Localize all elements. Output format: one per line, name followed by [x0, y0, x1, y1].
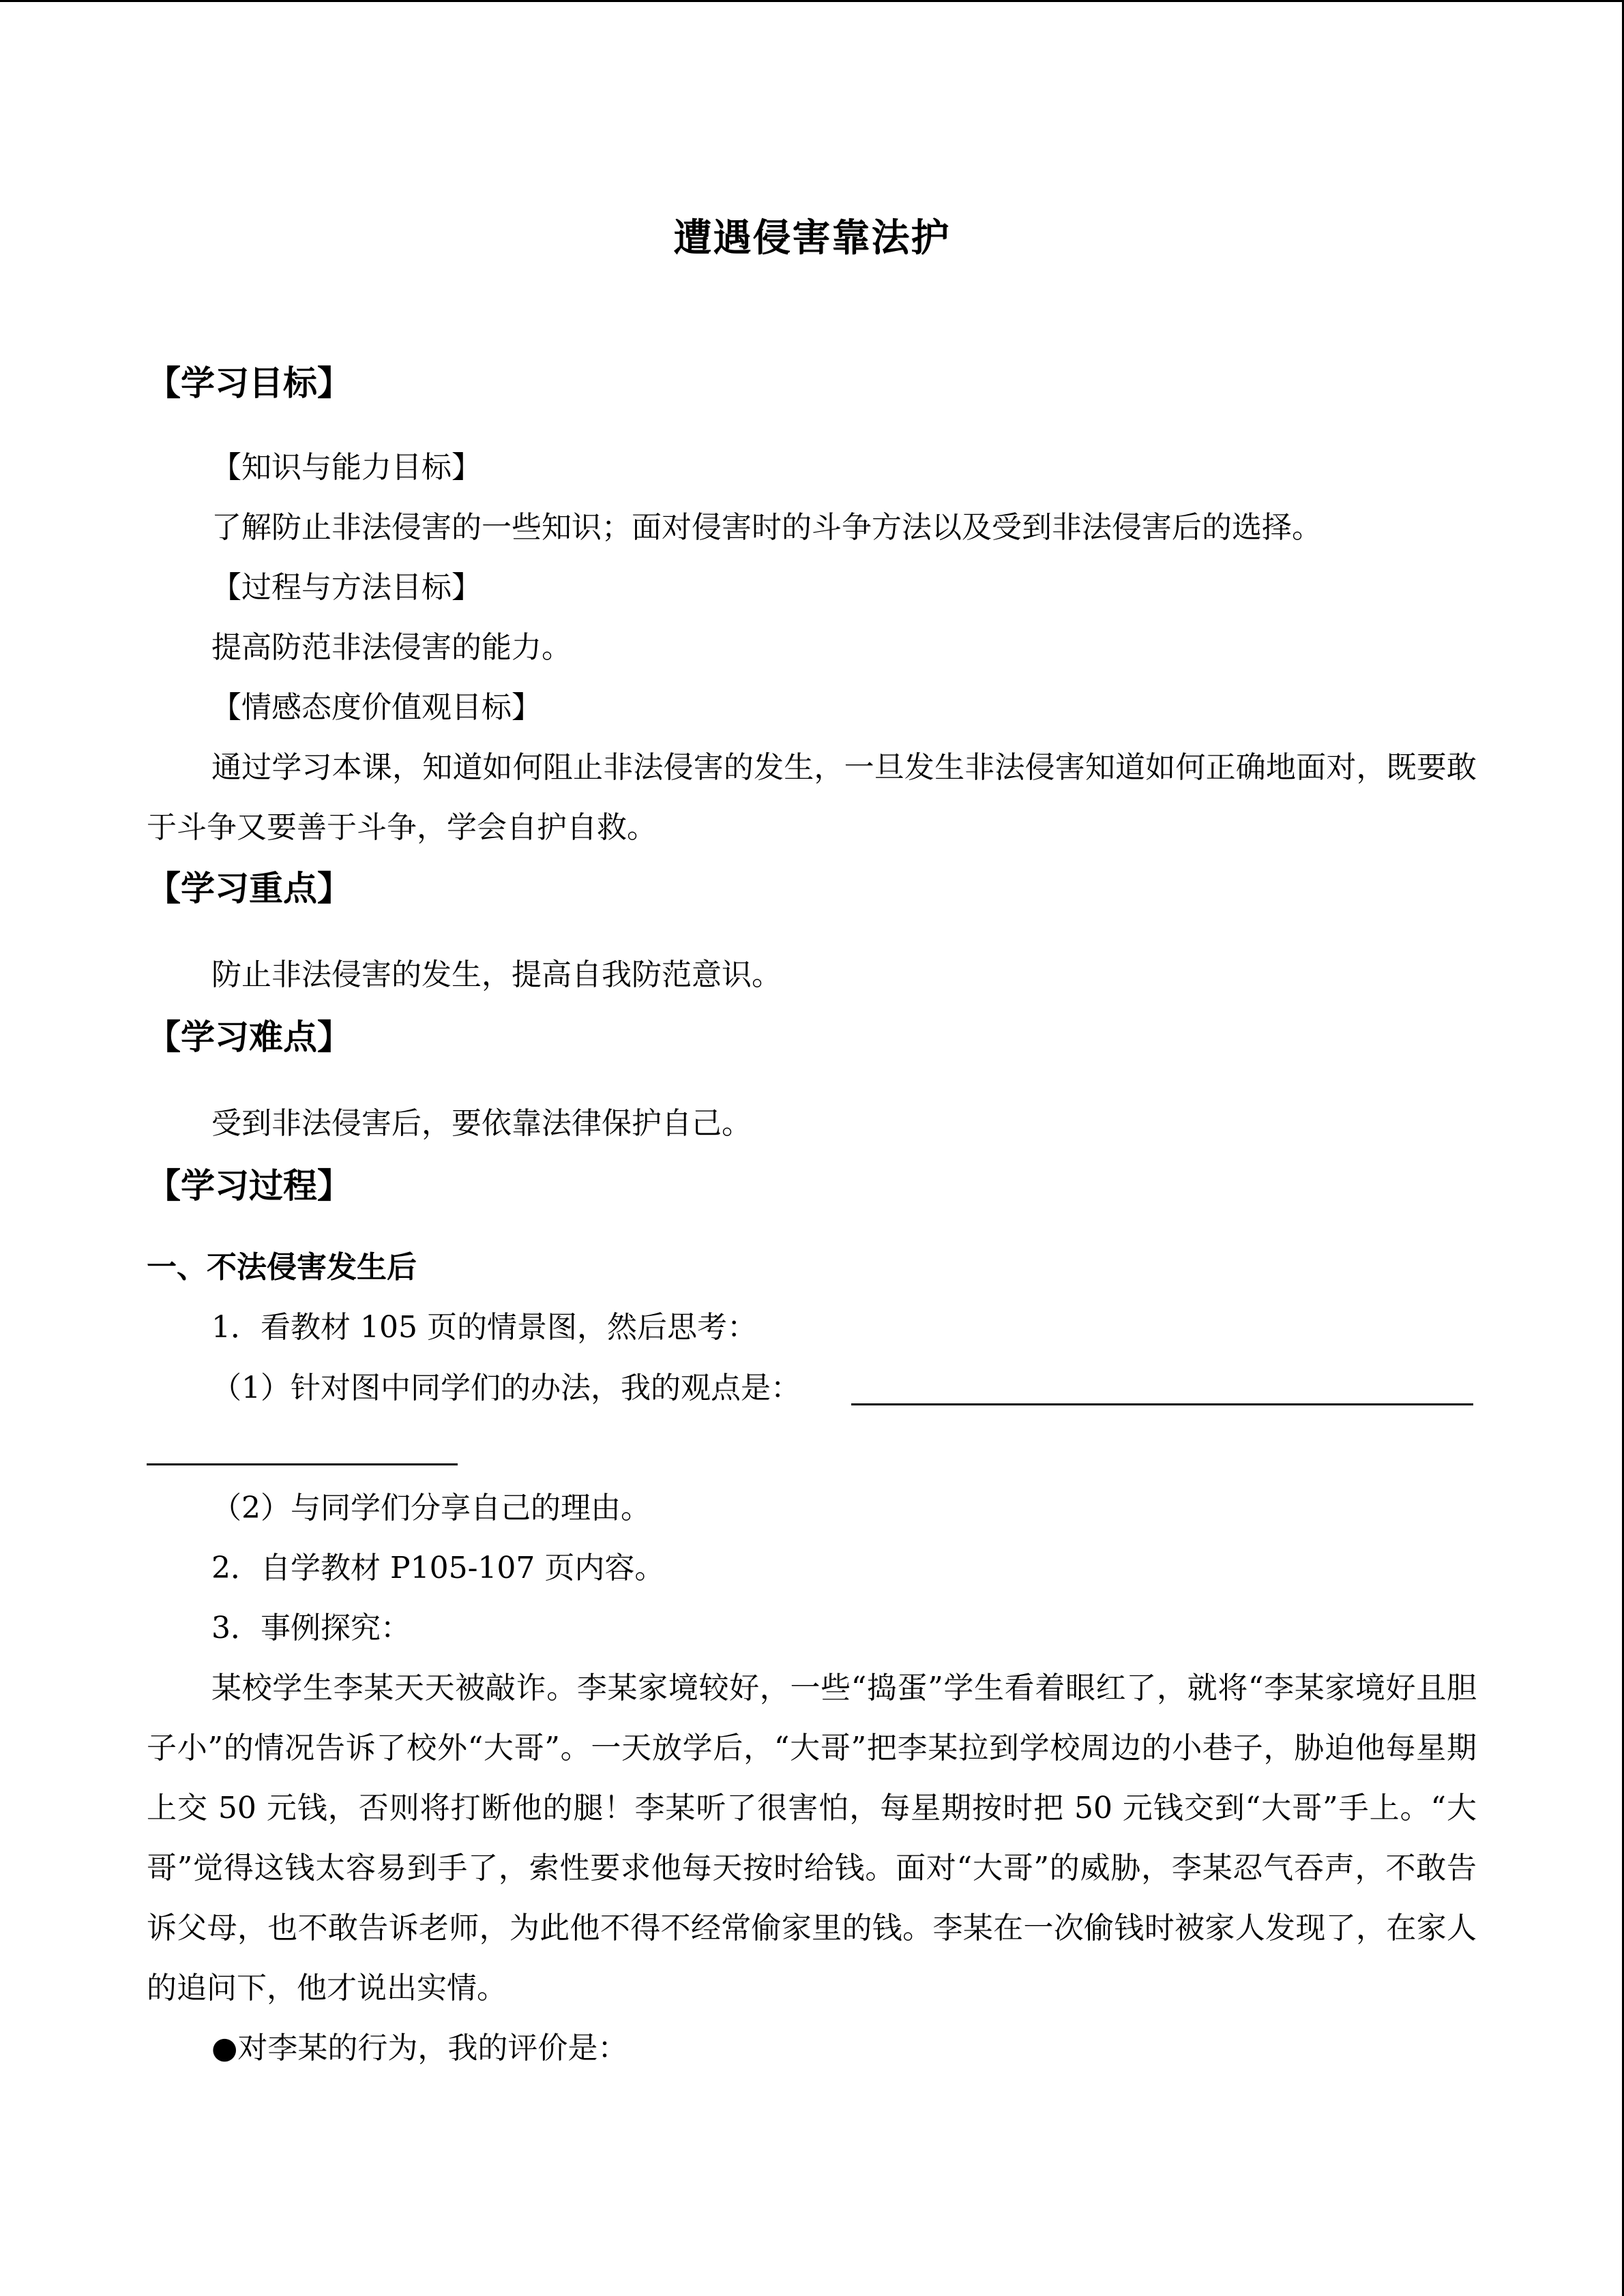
process-heading: 【学习过程】	[147, 1166, 351, 1206]
case-question: ●对李某的行为，我的评价是：	[211, 2031, 628, 2066]
key-points-heading: 【学习重点】	[147, 869, 351, 908]
difficult-points-text: 受到非法侵害后，要依靠法律保护自己。	[211, 1106, 752, 1141]
item1-question1: （1）针对图中同学们的办法，我的观点是：	[211, 1371, 801, 1405]
emotion-text: 通过学习本课，知道如何阻止非法侵害的发生，一旦发生非法侵害知道如何正确地面对，既要敢于斗争又要善于斗争，学会自护自救。	[147, 750, 1477, 845]
answer-blank-line-1[interactable]	[851, 1403, 1473, 1405]
item3-text: 3．事例探究：	[211, 1611, 411, 1645]
key-points-text: 防止非法侵害的发生，提高自我防范意识。	[211, 957, 782, 992]
case-text: 某校学生李某天天被敲诈。李某家境较好，一些“捣蛋”学生看着眼红了，就将“李某家境好且胆子小”的情况告诉了校外“大哥”。一天放学后，“大哥”把李某拉到学校周边的小巷子，胁迫他每星期上交 50 元钱，否则将打断他的腿！李某听了很害怕，每星期按时把 50 元钱交到“大哥”手上。“大哥”觉得这钱太容易到手了，索性要求他每天按时给钱。面对“大哥”的威胁，李某忍气吞声，不敢告诉父母，也不敢告诉老师，为此他不得不经常偷家里的钱。李某在一次偷钱时被家人发现了，在家人的追问下，他才说出实情。	[147, 1671, 1477, 2006]
knowledge-label: 【知识与能力目标】	[211, 450, 482, 485]
answer-blank-line-2[interactable]	[147, 1463, 458, 1465]
process-label: 【过程与方法目标】	[211, 570, 482, 605]
objectives-heading: 【学习目标】	[147, 363, 351, 403]
process-text: 提高防范非法侵害的能力。	[211, 630, 572, 665]
emotion-label: 【情感态度价值观目标】	[211, 690, 542, 725]
item1-question2: （2）与同学们分享自己的理由。	[211, 1491, 651, 1525]
section1-title: 一、不法侵害发生后	[147, 1250, 417, 1285]
page-title: 遭遇侵害靠法护	[673, 216, 951, 260]
knowledge-text: 了解防止非法侵害的一些知识；面对侵害时的斗争方法以及受到非法侵害后的选择。	[211, 510, 1322, 545]
difficult-points-heading: 【学习难点】	[147, 1017, 351, 1057]
item2-text: 2．自学教材 P105-107 页内容。	[211, 1551, 665, 1585]
item1-text: 1．看教材 105 页的情景图，然后思考：	[211, 1310, 757, 1345]
